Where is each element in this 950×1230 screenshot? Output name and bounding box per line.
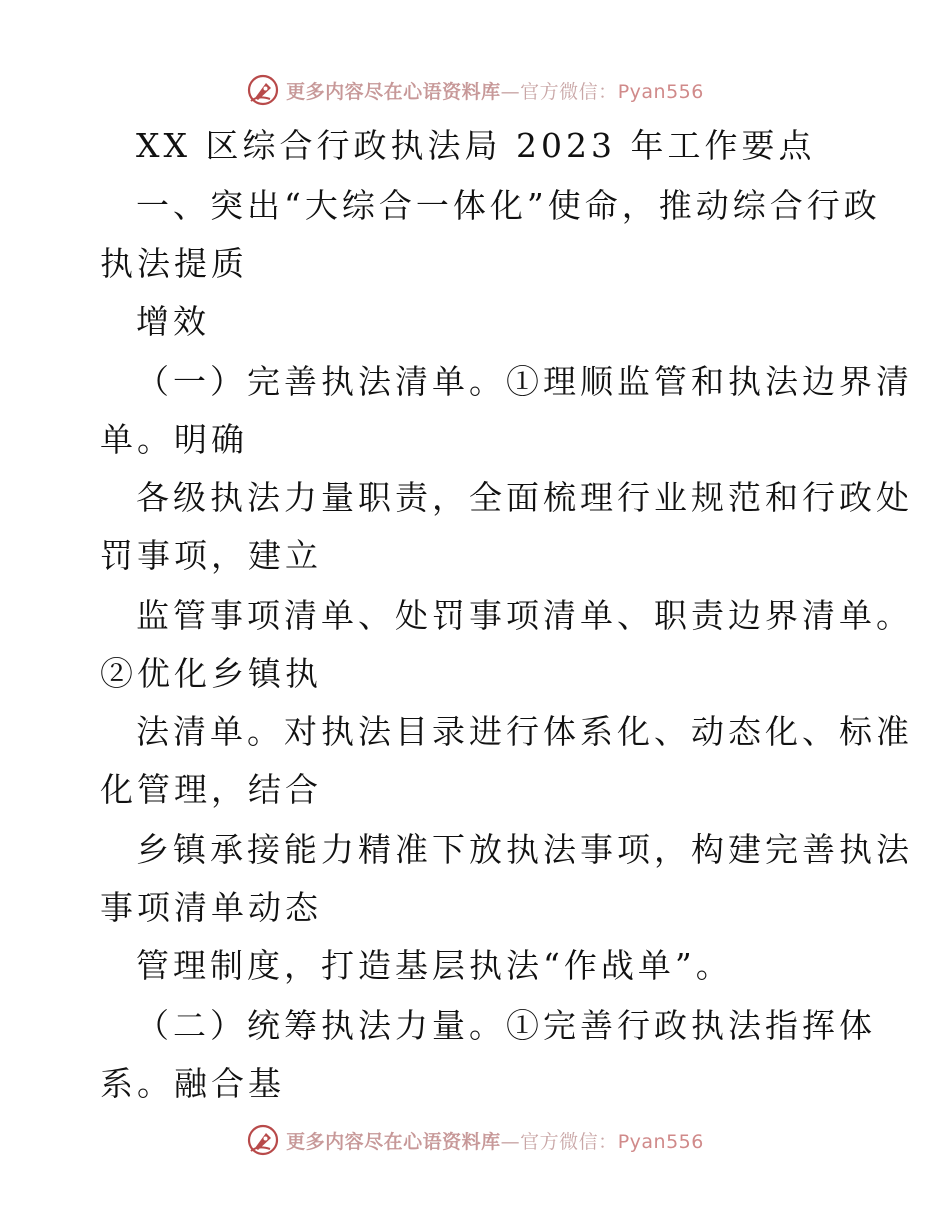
watermark-text bbox=[286, 1127, 704, 1154]
watermark-account: Pyan556 bbox=[617, 80, 704, 103]
watermark-official: 官方微信： bbox=[520, 1130, 618, 1153]
watermark-official: 官方微信： bbox=[520, 80, 618, 103]
paragraph-line: 各级执法力量职责，全面梳理行业规范和行政处 bbox=[136, 478, 913, 517]
watermark-account: Pyan556 bbox=[617, 1130, 704, 1153]
paragraph-line: 单。明确 bbox=[100, 420, 248, 459]
paragraph-line: 乡镇承接能力精准下放执法事项，构建完善执法 bbox=[136, 830, 913, 869]
paragraph-line: （一）完善执法清单。①理顺监管和执法边界清 bbox=[136, 362, 913, 401]
header-watermark bbox=[0, 70, 950, 110]
paragraph-line: 系。融合基 bbox=[100, 1064, 285, 1103]
watermark-brand: 更多内容尽在心语资料库 bbox=[286, 80, 501, 103]
watermark-text bbox=[286, 77, 704, 104]
watermark-brand: 更多内容尽在心语资料库 bbox=[286, 1130, 501, 1153]
watermark-dash: — bbox=[500, 80, 521, 103]
paragraph-line: （二）统筹执法力量。①完善行政执法指挥体 bbox=[136, 1006, 876, 1045]
paragraph-line: 监管事项清单、处罚事项清单、职责边界清单。 bbox=[136, 596, 913, 635]
watermark-dash: — bbox=[500, 1130, 521, 1153]
paragraph-line: ②优化乡镇执 bbox=[100, 654, 322, 693]
pen-nib-logo-icon bbox=[246, 73, 280, 107]
pen-nib-logo-icon bbox=[246, 1123, 280, 1157]
paragraph-line: 管理制度，打造基层执法“作战单”。 bbox=[136, 946, 733, 985]
paragraph-line: 化管理，结合 bbox=[100, 770, 322, 809]
paragraph-line: 执法提质 bbox=[100, 244, 248, 283]
paragraph-line: 罚事项，建立 bbox=[100, 536, 322, 575]
paragraph-line: 一、突出“大综合一体化”使命，推动综合行政 bbox=[136, 186, 881, 225]
paragraph-line: 事项清单动态 bbox=[100, 888, 322, 927]
document-title: XX 区综合行政执法局 2023 年工作要点 bbox=[136, 126, 816, 165]
paragraph-line: 法清单。对执法目录进行体系化、动态化、标准 bbox=[136, 712, 913, 751]
footer-watermark bbox=[0, 1120, 950, 1160]
paragraph-line: 增效 bbox=[136, 302, 210, 341]
